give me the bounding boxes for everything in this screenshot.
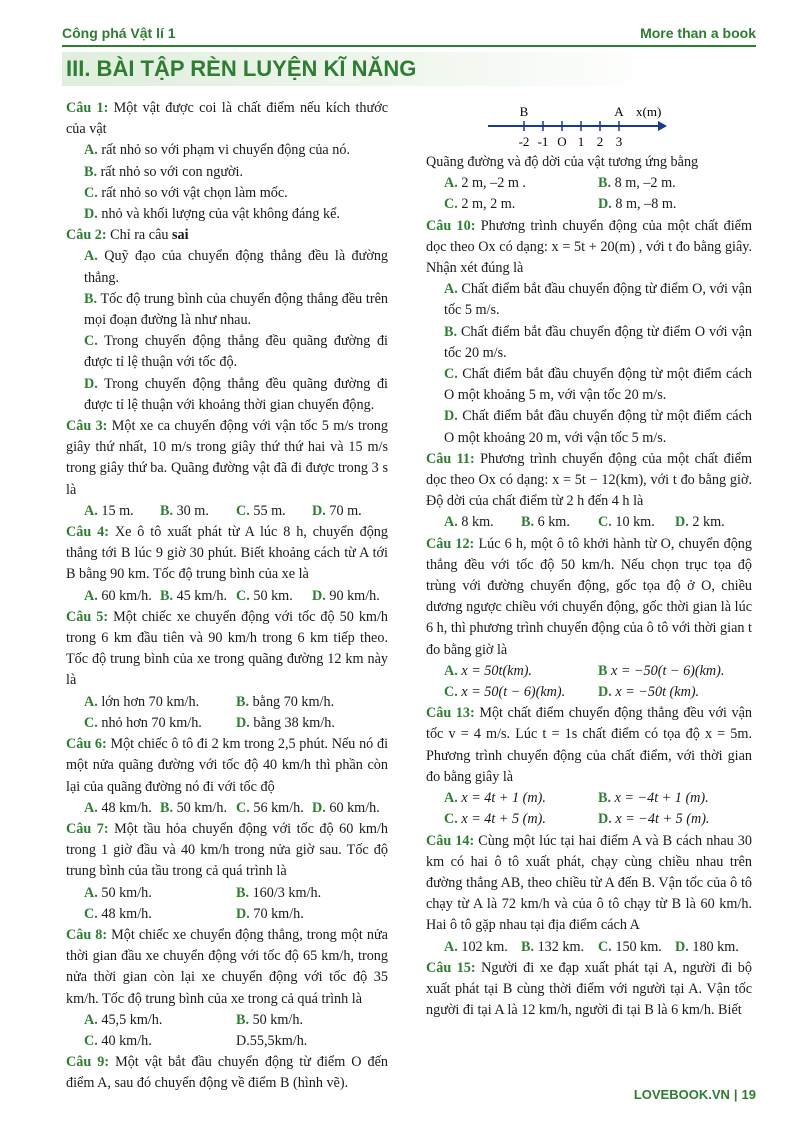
question-14: Câu 14: Cùng một lúc tại hai điểm A và B cách nhau 30 km có hai ô tô xuất phát, chạy cùng chiều nhau trên đường thẳng AB, theo chiều từ A đến B. Vận tốc của ô tô chạy từ A là 72 km/h và của ô tô chạy từ B là 60 km/h. Hai ô tô gặp nhau tại địa điểm cách A bbox=[426, 832, 752, 934]
q2-option-c: C. Trong chuyển động thẳng đều quãng đường đi được tỉ lệ thuận với tốc độ. bbox=[84, 333, 388, 371]
question-10: Câu 10: Phương trình chuyển động của một chất điểm dọc theo Ox có dạng: x = 5t + 20(m) , với t đo bằng giây. Nhận xét đúng là bbox=[426, 217, 752, 277]
q5-options-cd: C. nhỏ hơn 70 km/h. D. bằng 38 km/h. bbox=[84, 714, 335, 731]
q8-options-ab: A. 45,5 km/h. B. 50 km/h. bbox=[84, 1011, 304, 1028]
question-15: Câu 15: Người đi xe đạp xuất phát tại A, người đi bộ xuất phát tại B cùng thời điểm với người tại A. Vận tốc người đi tại A là 12 km/h, người đi tại B là 6 km/h. Biết bbox=[426, 959, 752, 1019]
point-b-label: B bbox=[519, 104, 529, 119]
question-9-continued: Quãng đường và độ dời của vật tương ứng bằng bbox=[426, 154, 699, 170]
question-8: Câu 8: Một chiếc xe chuyển động thẳng, trong một nửa thời gian đầu xe chuyển động với tốc độ 65 km/h, trong nửa thời gian còn lại xe chuyển động với tốc độ 35 km/h. Tốc độ trung bình của xe trong cả quá trình là bbox=[66, 926, 388, 1007]
q6-options: A. 48 km/h. B. 50 km/h. C. 56 km/h. D. 60 km/h. bbox=[84, 799, 380, 816]
question-4: Câu 4: Xe ô tô xuất phát từ A lúc 8 h, chuyển động thẳng tới B lúc 9 giờ 30 phút. Biết khoảng cách từ A tới B bằng 90 km. Tốc độ trung bình của xe là bbox=[66, 524, 388, 583]
section-title: III. BÀI TẬP RÈN LUYỆN KĨ NĂNG bbox=[62, 52, 766, 86]
q1-option-a: A. rất nhỏ so với phạm vi chuyển động của nó. bbox=[84, 142, 350, 159]
q1-option-b: B. rất nhỏ so với con người. bbox=[84, 163, 244, 180]
question-13: Câu 13: Một chất điểm chuyển động thẳng đều với vận tốc v = 4 m/s. Lúc t = 1s chất điểm có tọa độ x = 5m. Phương trình chuyển động của chất điểm, với thời gian đo bằng giây là bbox=[426, 705, 752, 785]
q13-options-ab: A. x = 4t + 1 (m). B. x = −4t + 1 (m). bbox=[444, 790, 709, 807]
question-11: Câu 11: Phương trình chuyển động của một chất điểm dọc theo Ox có dạng: x = 5t − 12(km), với t đo bằng giờ. Độ dời của chất điểm từ 2 h đến 4 h là bbox=[426, 450, 752, 510]
q10-option-c: C. Chất điểm bắt đầu chuyển động từ một điểm cách O một khoảng 5 m, với vận tốc 20 m/s. bbox=[444, 366, 752, 404]
q3-options: A. 15 m. B. 30 m. C. 55 m. D. 70 m. bbox=[84, 502, 362, 519]
q1-option-d: D. nhỏ và khối lượng của vật không đáng kể. bbox=[84, 206, 340, 223]
q1-option-c: C. rất nhỏ so với vật chọn làm mốc. bbox=[84, 184, 288, 201]
number-line-diagram bbox=[426, 98, 752, 152]
question-6: Câu 6: Một chiếc ô tô đi 2 km trong 2,5 phút. Nếu nó đi một nửa quãng đường với tốc độ 40 km/h thì phần còn lại của quãng đường nó đi với tốc độ bbox=[66, 736, 389, 795]
q8-options-cd: C. 40 km/h. D.55,5km/h. bbox=[84, 1032, 308, 1049]
q11-options: A. 8 km. B. 6 km. C. 10 km. D. 2 km. bbox=[444, 514, 725, 531]
footer-site: LOVEBOOK.VN bbox=[633, 1087, 730, 1102]
question-3: Câu 3: Một xe ca chuyển động với vận tốc 5 m/s trong giây thứ nhất, 10 m/s trong giây thứ thứ hai và 15 m/s trong giây thứ ba. Quãng đường vật đã đi được trong 3 s là bbox=[66, 418, 388, 498]
q10-option-a: A. Chất điểm bắt đầu chuyển động từ điểm O, với vận tốc 5 m/s. bbox=[444, 281, 753, 319]
book-slogan: More than a book bbox=[640, 25, 756, 41]
q10-option-d: D. Chất điểm bắt đầu chuyển động từ một điểm cách O một khoảng 20 m, với vận tốc 5 m/s. bbox=[444, 408, 752, 446]
tick-label: -1 bbox=[537, 134, 549, 149]
question-12: Câu 12: Lúc 6 h, một ô tô khởi hành từ O, chuyển động thẳng đều với tốc độ 50 km/h. Nếu chọn trục tọa độ trùng với đường chuyển động, gốc tọa độ ở O, chiều dương ngược chiều với chuyển động, gốc thời gian là lúc 6 h, thì phương trình chuyển động của ô tô với thời gian t đo bằng giờ là bbox=[426, 535, 752, 658]
tick-label: 3 bbox=[615, 134, 623, 149]
question-9: Câu 9: Một vật bắt đầu chuyển động từ điểm O đến điểm A, sau đó chuyển động về điểm B (hình vẽ). bbox=[66, 1054, 389, 1092]
q12-options-ab: A. x = 50t(km). B x = −50(t − 6)(km). bbox=[444, 662, 725, 679]
axis-label: x(m) bbox=[636, 104, 662, 119]
axis-arrow bbox=[658, 121, 667, 131]
q10-option-b: B. Chất điểm bắt đầu chuyển động từ điểm O với vận tốc 20 m/s. bbox=[444, 323, 753, 361]
q7-options-cd: C. 48 km/h. D. 70 km/h. bbox=[84, 905, 304, 922]
q14-options: A. 102 km. B. 132 km. C. 150 km. D. 180 km. bbox=[444, 938, 739, 955]
page-number: 19 bbox=[741, 1087, 756, 1102]
q2-option-d: D. Trong chuyển động thẳng đều quãng đường đi được tỉ lệ thuận với khoảng thời gian chuyển động. bbox=[84, 375, 388, 413]
question-7: Câu 7: Một tầu hỏa chuyển động với tốc độ 60 km/h trong 1 giờ đầu và 40 km/h trong nửa giờ sau. Tốc độ trung bình của tầu trong cả quá trình là bbox=[66, 820, 388, 880]
tick-label: -2 bbox=[518, 134, 530, 149]
tick-label: 1 bbox=[577, 134, 585, 149]
question-1: Câu 1: Một vật được coi là chất điểm nếu kích thước của vật bbox=[66, 100, 388, 138]
page-footer bbox=[634, 1087, 756, 1102]
number-line-svg bbox=[486, 98, 676, 152]
q12-options-cd: C. x = 50(t − 6)(km). D. x = −50t (km). bbox=[444, 684, 700, 701]
footer-separator: | bbox=[733, 1087, 738, 1102]
q2-option-b: B. Tốc độ trung bình của chuyển động thẳng đều trên mọi đoạn đường là như nhau. bbox=[84, 290, 388, 329]
right-column bbox=[426, 98, 752, 1021]
q13-options-cd: C. x = 4t + 5 (m). D. x = −4t + 5 (m). bbox=[444, 811, 710, 828]
question-2: Câu 2: Chỉ ra câu sai bbox=[66, 227, 189, 244]
q9-options-cd: C. 2 m, 2 m. D. 8 m, –8 m. bbox=[444, 196, 677, 213]
tick-label: O bbox=[557, 134, 567, 149]
q7-options-ab: A. 50 km/h. B. 160/3 km/h. bbox=[84, 884, 322, 901]
header-rule bbox=[62, 45, 756, 47]
point-a-label: A bbox=[614, 104, 624, 119]
book-title: Công phá Vật lí 1 bbox=[62, 25, 176, 41]
q4-options: A. 60 km/h. B. 45 km/h. C. 50 km. D. 90 km/h. bbox=[84, 587, 380, 604]
left-column bbox=[66, 98, 388, 1095]
tick-label: 2 bbox=[596, 134, 604, 149]
q5-options-ab: A. lớn hơn 70 km/h. B. bằng 70 km/h. bbox=[84, 693, 335, 710]
question-5: Câu 5: Một chiếc xe chuyển động với tốc độ 50 km/h trong 6 km đầu tiên và 90 km/h trong 6 km tiếp theo. Tốc độ trung bình của xe trong quãng đường 12 km này là bbox=[66, 608, 388, 689]
q9-options-ab: A. 2 m, –2 m . B. 8 m, –2 m. bbox=[444, 175, 676, 192]
q2-option-a: A. Quỹ đạo của chuyển động thẳng đều là đường thẳng. bbox=[84, 248, 389, 286]
